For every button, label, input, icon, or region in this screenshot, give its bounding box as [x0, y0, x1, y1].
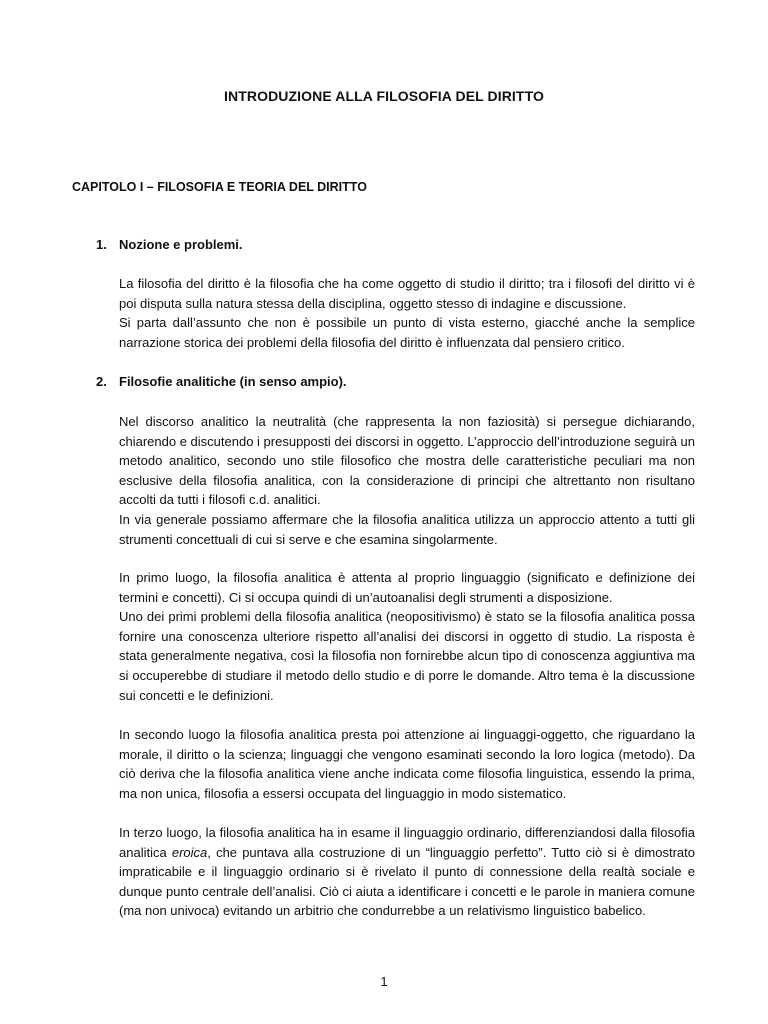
paragraph: In via generale possiamo affermare che la filosofia analitica utilizza un approccio attento a tutti gli strumenti concettuali di cui si serve e che esamina singolarmente. — [119, 511, 695, 547]
section-title: Nozione e problemi. — [119, 237, 243, 252]
paragraph: Nel discorso analitico la neutralità (che rappresenta la non faziosità) si persegue dichiarando, chiarendo e discutendo i presupposti dei discorsi in oggetto. L’approccio dell’introduzione seguirà un metodo analitico, secondo uno stile filosofico che mostra delle caratteristiche peculiari ma non esclusive della filosofia analitica, con la considerazione di principi che altrettanto non risultano accolti da tutti i filosofi c.d. analitici. — [119, 414, 695, 508]
section-1-body — [119, 274, 695, 352]
page-number: 1 — [380, 974, 388, 989]
paragraph: In secondo luogo la filosofia analitica presta poi attenzione ai linguaggi-oggetto, che riguardano la morale, il diritto o la scienza; linguaggi che vengono esaminati secondo la loro logica (metodo). Da ciò deriva che la filosofia analitica viene anche indicata come filosofia linguistica, essendo la prima, ma non unica, filosofia a essersi occupata del linguaggio in modo sistematico. — [119, 727, 695, 801]
paragraph: In primo luogo, la filosofia analitica è attenta al proprio linguaggio (significato e definizione dei termini e concetti). Ci si occupa quindi di un’autoanalisi degli strumenti a disposizione. — [119, 570, 695, 605]
paragraph — [119, 823, 695, 921]
emphasized-term: eroica — [171, 844, 208, 860]
document-title: INTRODUZIONE ALLA FILOSOFIA DEL DIRITTO — [224, 88, 544, 104]
section-number: 1. — [96, 237, 107, 252]
paragraph: Uno dei primi problemi della filosofia analitica (neopositivismo) è stato se la filosofia analitica possa fornire una conoscenza ulteriore rispetto all’analisi dei discorsi in oggetto di studio. La risposta è stata generalmente negativa, così la filosofia non fornirebbe alcun tipo di conoscenza aggiuntiva ma si occuperebbe di studiare il metodo dello studio e di porre le domande. Altro tema è la discussione sui concetti e le definizioni. — [119, 609, 695, 703]
section-2-body-b — [119, 568, 695, 705]
section-title: Filosofie analitiche (in senso ampio). — [119, 374, 347, 389]
text-run: In terzo luogo, la filosofia analitica ha in esame il linguaggio ordinario, differenziandosi dalla filosofia analitica — [119, 825, 695, 860]
paragraph: Si parta dall’assunto che non è possibile un punto di vista esterno, giacché anche la semplice narrazione storica dei problemi della filosofia del diritto è influenzata dal pensiero critico. — [119, 315, 695, 350]
paragraph: La filosofia del diritto è la filosofia che ha come oggetto di studio il diritto; tra i filosofi del diritto vi è poi disputa sulla natura stessa della disciplina, oggetto stesso di indagine e discussione. — [119, 276, 695, 311]
section-2-body-c — [119, 725, 695, 803]
section-heading-1 — [96, 237, 243, 252]
chapter-heading: CAPITOLO I – FILOSOFIA E TEORIA DEL DIRITTO — [72, 180, 367, 194]
section-2-body-d — [119, 823, 695, 921]
section-heading-2 — [96, 374, 347, 389]
section-number: 2. — [96, 374, 107, 389]
section-2-body-a — [119, 412, 695, 549]
text-run: , che puntava alla costruzione di un “linguaggio perfetto”. Tutto ciò si è dimostrato impraticabile e il linguaggio ordinario si è rivelato il punto di connessione della realtà sociale e dunque punto centrale dell’analisi. Ciò ci aiuta a identificare i concetti e le parole in maniera comune (ma non univoca) evitando un arbitrio che condurrebbe a un relativismo linguistico babelico. — [119, 844, 696, 919]
